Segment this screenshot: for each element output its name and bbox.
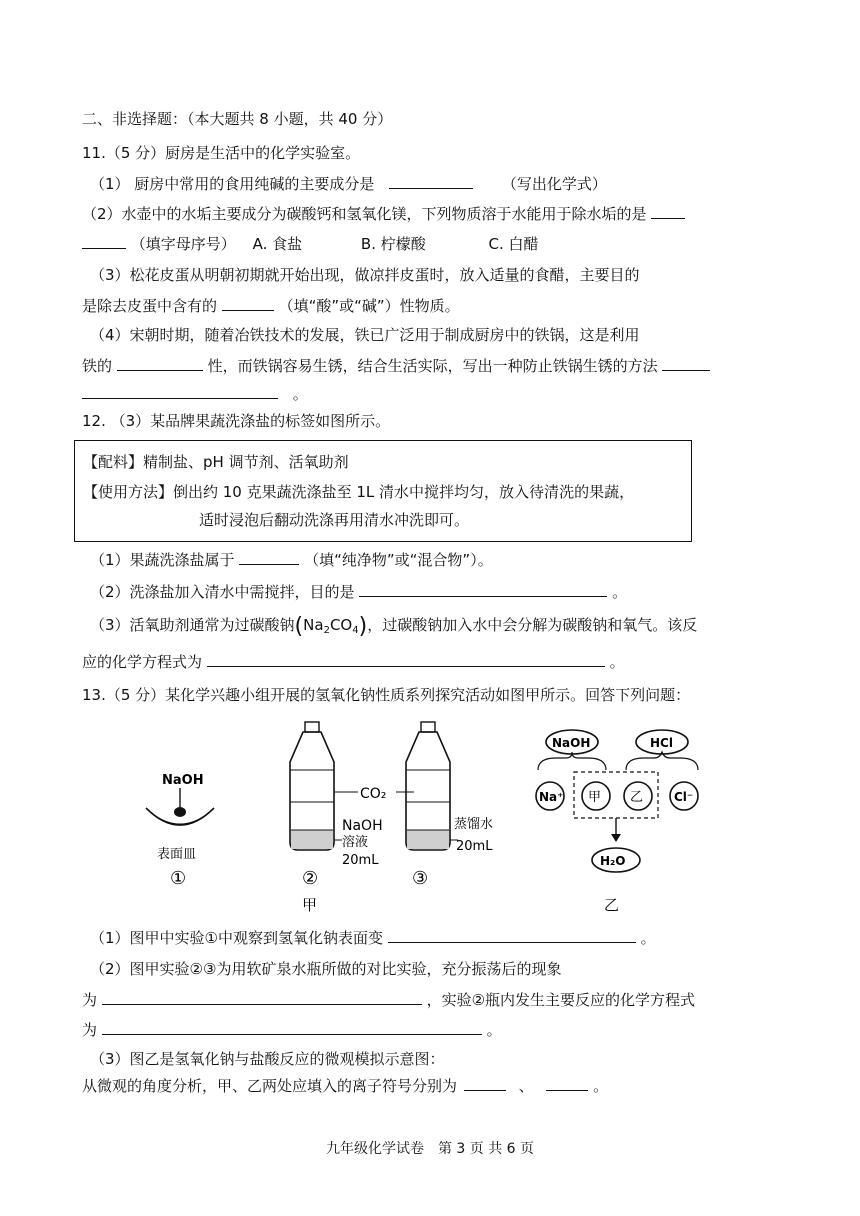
q13-part3-period: 。 bbox=[593, 1077, 609, 1095]
ion-group-naoh: NaOH bbox=[552, 736, 591, 750]
q12-part3-text: （3）活氧助剂通常为过碳酸钠 bbox=[90, 616, 295, 634]
q11-option-c: C. 白醋 bbox=[488, 235, 539, 253]
label-usage-1: 【使用方法】倒出约 10 克果蔬洗涤盐至 1L 清水中搅拌均匀，放入待清洗的果蔬， bbox=[83, 483, 635, 501]
q13-figure bbox=[0, 712, 860, 922]
q12-part2-blank[interactable] bbox=[359, 580, 607, 597]
q13-part3-cont bbox=[82, 1074, 608, 1097]
naoh-solution-label-2: 溶液 bbox=[342, 835, 369, 850]
product-h2o: H₂O bbox=[600, 854, 626, 868]
q11-part3-text: 是除去皮蛋中含有的 bbox=[82, 297, 218, 315]
q11-part3: （3）松花皮蛋从明朝初期就开始出现，做凉拌皮蛋时，放入适量的食醋，主要目的 bbox=[90, 266, 640, 284]
q11-part1-text: （1） 厨房中常用的食用纯碱的主要成分是 bbox=[90, 175, 375, 193]
figure-jia-label: 甲 bbox=[302, 896, 318, 914]
q11-part4-blank-c[interactable] bbox=[82, 382, 278, 399]
q13-part2: （2）图甲实验②③为用软矿泉水瓶所做的对比实验，充分振荡后的现象 bbox=[90, 960, 562, 978]
q12-part3-period: 。 bbox=[609, 653, 625, 671]
q12-part1-blank[interactable] bbox=[239, 548, 299, 565]
ion-yi: 乙 bbox=[630, 790, 644, 805]
q12-part2-period: 。 bbox=[612, 583, 628, 601]
section-title: 二、非选择题：（本大题共 8 小题，共 40 分） bbox=[82, 110, 393, 128]
experiment-2-number: ② bbox=[302, 868, 319, 889]
q13-stem: 13.（5 分）某化学兴趣小组开展的氢氧化钠性质系列探究活动如图甲所示。回答下列问题： bbox=[82, 686, 691, 704]
ion-group-hcl: HCl bbox=[650, 736, 673, 750]
q11-part1-hint: （写出化学式） bbox=[501, 175, 607, 193]
naoh-solution-label-1: NaOH bbox=[342, 818, 383, 834]
q11-part3-hint: （填“酸”或“碱”）性物质。 bbox=[278, 297, 460, 315]
bottle-2 bbox=[290, 722, 334, 850]
q12-part3-cont bbox=[82, 650, 625, 673]
q11-part4-cont bbox=[82, 354, 710, 377]
q11-part4-blank-b[interactable] bbox=[662, 354, 710, 371]
q13-part2-text-2: ，实验②瓶内发生主要反应的化学方程式 bbox=[426, 991, 696, 1009]
q11-stem: 11.（5 分）厨房是生活中的化学实验室。 bbox=[82, 144, 361, 162]
q11-part2 bbox=[82, 202, 685, 225]
q13-part1-period: 。 bbox=[640, 929, 656, 947]
q12-part3-blank[interactable] bbox=[207, 650, 605, 667]
experiment-1-number: ① bbox=[170, 868, 187, 889]
q11-part1-blank[interactable] bbox=[389, 172, 473, 189]
q13-part3-text: 从微观的角度分析，甲、乙两处应填入的离子符号分别为 bbox=[82, 1077, 458, 1095]
q11-part4-blank-a[interactable] bbox=[117, 354, 203, 371]
q11-part4-period: 。 bbox=[292, 385, 308, 403]
q13-part2-cont bbox=[82, 988, 695, 1011]
dish-label: 表面皿 bbox=[157, 847, 197, 862]
q11-option-a: A. 食盐 bbox=[252, 235, 303, 253]
q11-part2-hint: （填字母序号） bbox=[130, 235, 236, 253]
ion-cl: Cl⁻ bbox=[674, 790, 694, 804]
q11-part4-end bbox=[82, 382, 308, 405]
formula-na2co4: $Na_2CO_4$ bbox=[303, 616, 359, 636]
q11-part2-blank-b[interactable] bbox=[82, 232, 126, 249]
q13-part1-blank[interactable] bbox=[388, 926, 636, 943]
q11-part1 bbox=[90, 172, 607, 195]
q12-part1-text: （1）果蔬洗涤盐属于 bbox=[90, 551, 235, 569]
q13-part2-wei-2: 为 bbox=[82, 1021, 98, 1039]
bottle-3 bbox=[406, 722, 450, 850]
q11-part4: （4）宋朝时期，随着冶铁技术的发展，铁已广泛用于制成厨房中的铁锅，这是利用 bbox=[90, 326, 640, 344]
q12-part2-text: （2）洗涤盐加入清水中需搅拌，目的是 bbox=[90, 583, 355, 601]
q13-part2-blank-b[interactable] bbox=[102, 1018, 482, 1035]
q11-part4-text-2: 性，而铁锅容易生锈，结合生活实际，写出一种防止铁锅生锈的方法 bbox=[207, 357, 658, 375]
q11-part2-blank-a[interactable] bbox=[651, 202, 685, 219]
q12-part3-text-2: ，过碳酸钠加入水中会分解为碳酸钠和氧气。该反 bbox=[367, 616, 698, 634]
q13-part3: （3）图乙是氢氧化钠与盐酸反应的微观模拟示意图： bbox=[90, 1050, 445, 1068]
q13-part2-wei: 为 bbox=[82, 991, 98, 1009]
q11-option-b: B. 柠檬酸 bbox=[360, 235, 426, 253]
ion-na: Na⁺ bbox=[539, 790, 564, 804]
q11-part2-cont bbox=[82, 232, 539, 255]
q11-part2-text: （2）水壶中的水垢主要成分为碳酸钙和氢氧化镁，下列物质溶于水能用于除水垢的是 bbox=[82, 205, 647, 223]
experiment-3-number: ③ bbox=[412, 868, 429, 889]
ion-jia: 甲 bbox=[588, 790, 602, 805]
co2-label: CO₂ bbox=[360, 786, 387, 802]
q12-part1-hint: （填“纯净物”或“混合物”）。 bbox=[304, 551, 493, 569]
q12-part3-text-3: 应的化学方程式为 bbox=[82, 653, 203, 671]
q13-part1-text: （1）图甲中实验①中观察到氢氧化钠表面变 bbox=[90, 929, 383, 947]
q11-part4-text: 铁的 bbox=[82, 357, 113, 375]
watch-glass-diagram bbox=[146, 773, 214, 889]
micro-reaction-diagram bbox=[536, 730, 698, 914]
q13-part3-blank-a[interactable] bbox=[464, 1074, 506, 1091]
q13-part3-separator: 、 bbox=[518, 1077, 534, 1095]
q12-part1 bbox=[90, 548, 493, 571]
water-label: 蒸馏水 bbox=[454, 817, 494, 832]
naoh-solid-label: NaOH bbox=[162, 773, 204, 788]
figure-yi-label: 乙 bbox=[604, 896, 620, 914]
q12-part3: （3）活氧助剂通常为过碳酸钠$(Na_2CO_4)$，过碳酸钠加入水中会分解为碳酸钠和氧气。该反 bbox=[90, 614, 698, 639]
q13-part1 bbox=[90, 926, 656, 949]
bottle-3-volume: 20mL bbox=[456, 839, 493, 854]
label-ingredients: 【配料】精制盐、pH 调节剂、活氧助剂 bbox=[83, 453, 349, 471]
page-footer: 九年级化学试卷 第 3 页 共 6 页 bbox=[325, 1141, 535, 1157]
q11-part3-cont bbox=[82, 294, 460, 317]
q12-stem: 12. （3）某品牌果蔬洗涤盐的标签如图所示。 bbox=[82, 412, 391, 430]
product-label-box bbox=[74, 440, 692, 542]
q11-part3-blank[interactable] bbox=[222, 294, 274, 311]
q12-part2 bbox=[90, 580, 627, 603]
q13-part2-blank-a[interactable] bbox=[102, 988, 422, 1005]
q13-part2-period: 。 bbox=[486, 1021, 502, 1039]
label-usage-2: 适时浸泡后翻动洗涤再用清水冲洗即可。 bbox=[199, 511, 470, 529]
q13-part2-end bbox=[82, 1018, 502, 1041]
bottle-2-volume: 20mL bbox=[342, 853, 379, 868]
q13-part3-blank-b[interactable] bbox=[546, 1074, 588, 1091]
